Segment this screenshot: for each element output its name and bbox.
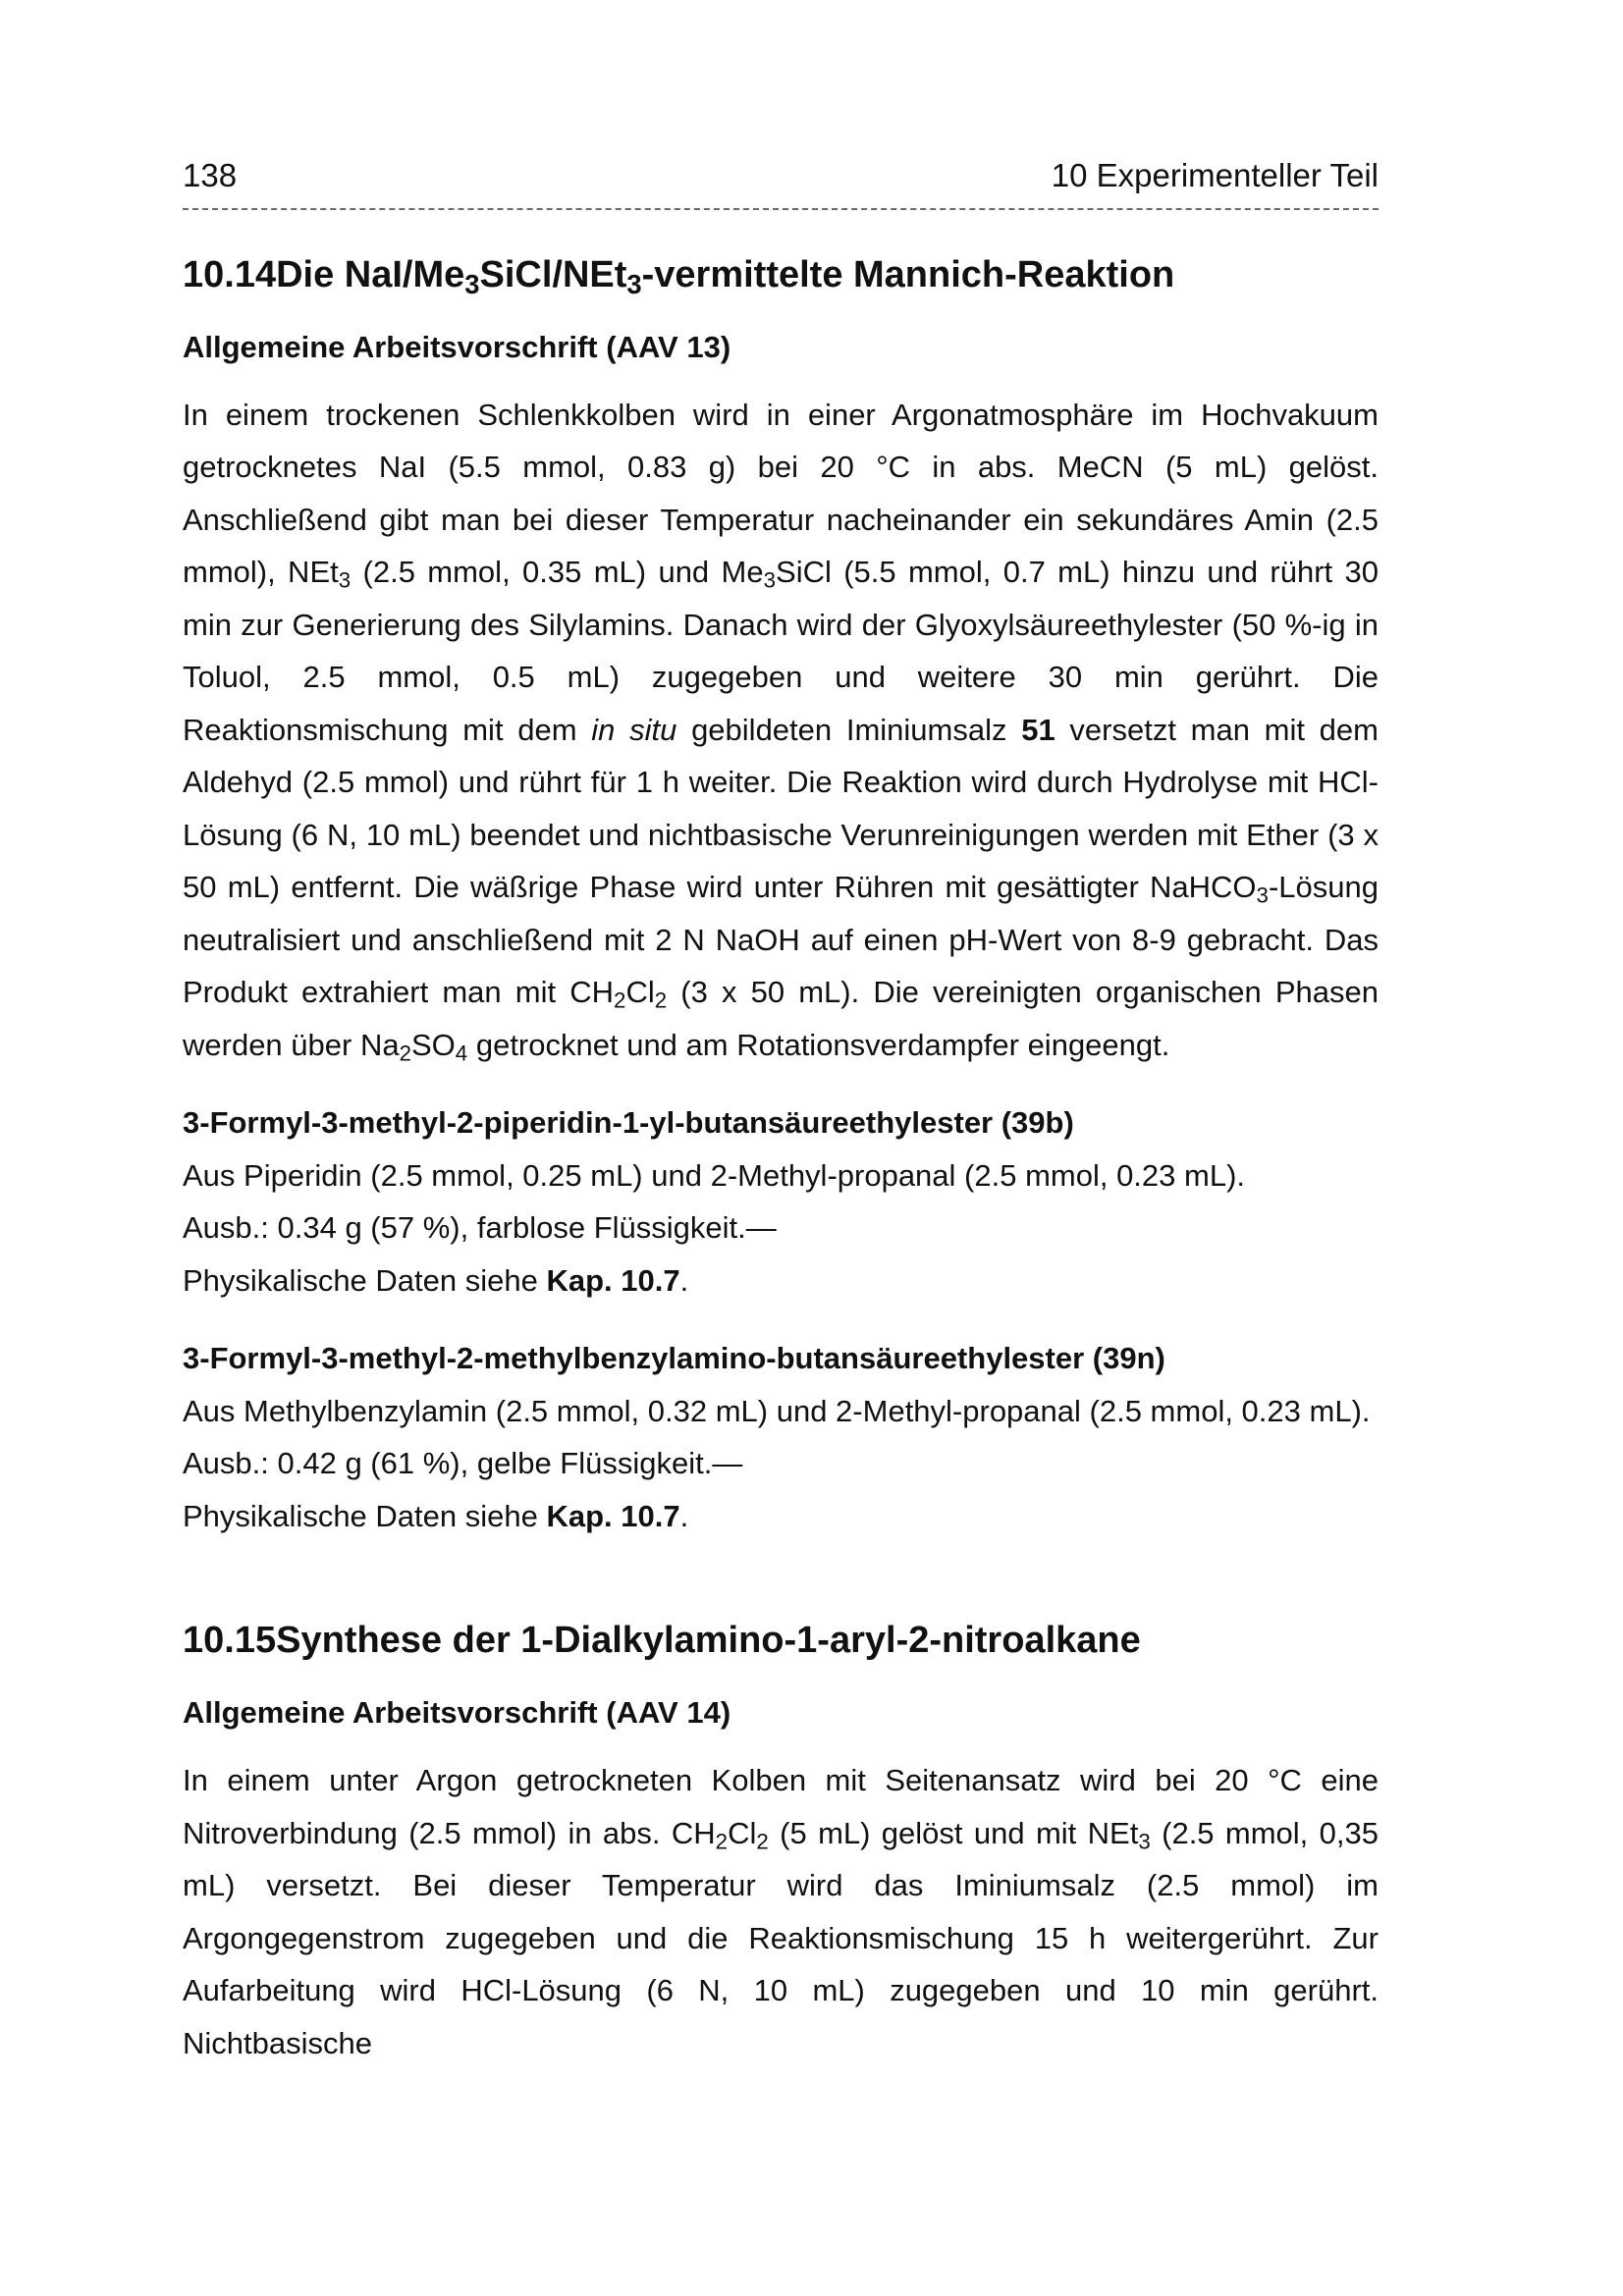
section-heading-10-14: 10.14Die NaI/$Me_3SiCl/NEt_3$-vermittelte Mannich-Reaktion — [183, 254, 1175, 299]
compound-title-39n: 3-Formyl-3-methyl-2-methylbenzylamino-butansäureethylester (39n) — [183, 1341, 1165, 1376]
compound-yield-39n: Ausb.: 0.42 g (61 %), gelbe Flüssigkeit.— — [183, 1446, 743, 1481]
running-header — [183, 157, 1379, 210]
compound-source-39n: Aus Methylbenzylamin (2.5 mmol, 0.32 mL) und 2-Methyl-propanal (2.5 mmol, 0.23 mL). — [183, 1393, 1371, 1428]
compound-title-39b: 3-Formyl-3-methyl-2-piperidin-1-yl-butansäureethylester (39b) — [183, 1105, 1074, 1141]
section-heading-10-15: 10.15Synthese der 1-Dialkylamino-1-aryl-2-nitroalkane — [183, 1620, 1141, 1662]
chapter-title: 10 Experimenteller Teil — [1051, 157, 1379, 193]
procedure-heading-aav14: Allgemeine Arbeitsvorschrift (AAV 14) — [183, 1694, 731, 1730]
compound-reference-39n: Physikalische Daten siehe Kap. 10.7. — [183, 1498, 689, 1533]
compound-entry-39n — [183, 1332, 1379, 1542]
procedure-paragraph-aav14: In einem unter Argon getrockneten Kolben mit Seitenansatz wird bei 20 °C eine Nitroverbindung (2.5 mmol) in abs. $CH_2Cl_2$ (5 mL) gelöst und mit NEt$_3$ (2.5 mmol, 0,35 mL) versetzt. Bei dieser Temperatur wird das Iminiumsalz (2.5 mmol) im Argongegenstrom zugegeben und die Reaktionsmischung 15 h weitergerührt. Zur Aufarbeitung wird HCl-Lösung (6 N, 10 mL) zugegeben und 10 min gerührt. Nichtbasische — [183, 1763, 1379, 2060]
procedure-paragraph-aav13: In einem trockenen Schlenkkolben wird in einer Argonatmosphäre im Hochvakuum getrocknetes NaI (5.5 mmol, 0.83 g) bei 20 °C in abs. MeCN (5 mL) gelöst. Anschließend gibt man bei dieser Temperatur nacheinander ein sekundäres Amin (2.5 mmol), NEt$_3$ (2.5 mmol, 0.35 mL) und $Me_3SiCl$ (5.5 mmol, 0.7 mL) hinzu und rührt 30 min zur Generierung des Silylamins. Danach wird der Glyoxylsäureethylester (50 %-ig in Toluol, 2.5 mmol, 0.5 mL) zugegeben und weitere 30 min gerührt. Die Reaktionsmischung mit dem in situ gebildeten Iminiumsalz 51 versetzt man mit dem Aldehyd (2.5 mmol) und rührt für 1 h weiter. Die Reaktion wird durch Hydrolyse mit HCl-Lösung (6 N, 10 mL) beendet und nichtbasische Verunreinigungen werden mit Ether (3 x 50 mL) entfernt. Die wäßrige Phase wird unter Rühren mit gesättigter NaHCO$_3$-Lösung neutralisiert und anschließend mit 2 N NaOH auf einen pH-Wert von 8-9 gebracht. Das Produkt extrahiert man mit $CH_2Cl_2$ (3 x 50 mL). Die vereinigten organischen Phasen werden über $Na_2SO_4$ getrocknet und am Rotationsverdampfer eingeengt. — [183, 397, 1379, 1066]
compound-entry-39b — [183, 1096, 1379, 1307]
procedure-heading-aav13: Allgemeine Arbeitsvorschrift (AAV 13) — [183, 329, 731, 364]
page-number: 138 — [183, 157, 238, 193]
compound-yield-39b: Ausb.: 0.34 g (57 %), farblose Flüssigkeit.— — [183, 1210, 777, 1246]
compound-reference-39b: Physikalische Daten siehe Kap. 10.7. — [183, 1262, 689, 1298]
compound-source-39b: Aus Piperidin (2.5 mmol, 0.25 mL) und 2-Methyl-propanal (2.5 mmol, 0.23 mL). — [183, 1157, 1246, 1193]
document-page — [183, 157, 1379, 2069]
